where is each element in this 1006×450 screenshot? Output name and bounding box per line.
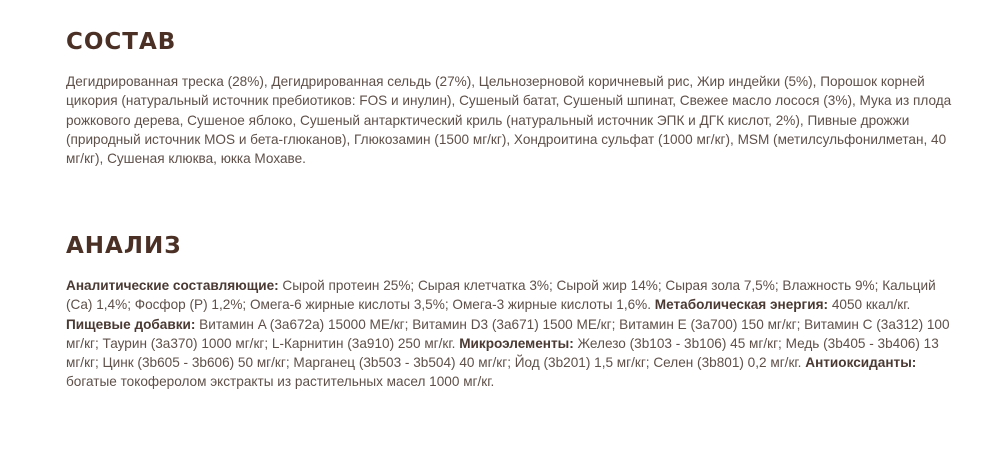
analytical-components-text: Сырой протеин 25%; Сырая клетчатка 3%; Сырой жир 14%; Сырая зола 7,5%; Влажность 9%; Кальций (Ca) 1,4%; Фосфор (P) 1,2%; Омега-6 жирные кислоты 3,5%; Омега-3 жирные кислоты 1,6%.	[66, 278, 936, 313]
antioxidants-label: Антиоксиданты:	[805, 355, 917, 371]
antioxidants-text: богатые токоферолом экстракты из растительных масел 1000 мг/кг.	[66, 374, 495, 390]
analysis-section	[66, 230, 956, 392]
metabolic-energy-text: 4050 ккал/кг.	[828, 297, 911, 313]
analysis-heading: АНАЛИЗ	[66, 233, 182, 259]
metabolic-energy-label: Метаболическая энергия:	[654, 297, 829, 313]
microelements-text: Железо (3b103 - 3b106) 45 мг/кг; Медь (3b405 - 3b406) 13 мг/кг; Цинк (3b605 - 3b606) 50 мг/кг; Марганец (3b503 - 3b504) 40 мг/кг; Йод (3b201) 1,5 мг/кг; Селен (3b801) 0,2 мг/кг.	[66, 335, 939, 371]
composition-section	[66, 26, 956, 168]
microelements-label: Микроэлементы:	[459, 335, 574, 351]
analysis-text	[66, 276, 956, 392]
composition-heading: СОСТАВ	[66, 29, 177, 55]
composition-text: Дегидрированная треска (28%), Дегидрированная сельдь (27%), Цельнозерновой коричневый рис, Жир индейки (5%), Порошок корней цикория (натуральный источник пребиотиков: FOS и инулин), Сушеный батат, Сушеный шпинат, Свежее масло лосося (3%), Мука из плода рожкового дерева, Сушеное яблоко, Сушеный антарктический криль (натуральный источник ЭПК и ДГК кислот, 2%), Пивные дрожжи (природный источник MOS и бета-глюканов), Глюкозамин (1500 мг/кг), Хондроитина сульфат (1000 мг/кг), MSM (метилсульфонилметан, 40 мг/кг), Сушеная клюква, юкка Мохаве.	[66, 74, 952, 167]
nutritional-additives-label: Пищевые добавки:	[66, 316, 196, 332]
nutritional-additives-text: Витамин A (3a672a) 15000 МЕ/кг; Витамин D3 (3a671) 1500 МЕ/кг; Витамин Е (3a700) 150 мг/кг; Витамин С (3a312) 100 мг/кг; Таурин (3a370) 1000 мг/кг; L-Карнитин (3a910) 250 мг/кг.	[66, 316, 950, 351]
analytical-components-label: Аналитические составляющие:	[66, 278, 279, 293]
